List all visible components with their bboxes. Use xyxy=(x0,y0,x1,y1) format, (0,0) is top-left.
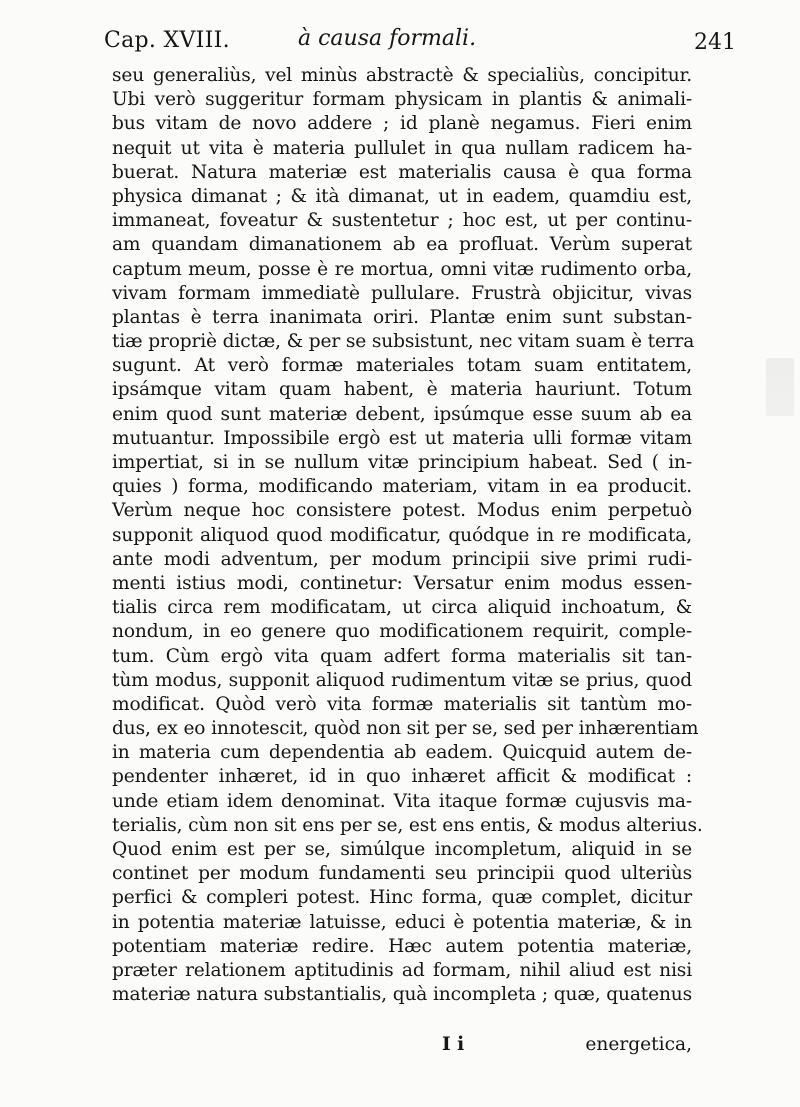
text-line: perfici & compleri potest. Hinc forma, quæ complet, dicitur xyxy=(112,887,692,909)
text-line: supponit aliquod quod modificatur, quódque in re modificata, xyxy=(112,524,692,546)
text-line: ante modi adventum, per modum principii sive primi rudi- xyxy=(112,548,692,570)
running-head xyxy=(104,24,734,58)
text-line: nondum, in eo genere quo modificationem requirit, comple- xyxy=(112,621,692,643)
text-line: sugunt. At verò formæ materiales totam suam entitatem, xyxy=(112,355,692,377)
text-line: præter relationem aptitudinis ad formam, nihil aliud est nisi xyxy=(112,959,692,981)
signature-mark: I i xyxy=(442,1034,465,1055)
text-line: pendenter inhæret, id in quo inhæret afficit & modificat : xyxy=(112,766,692,788)
text-line: materiæ natura substantialis, quà incompleta ; quæ, quatenus xyxy=(112,984,692,1006)
chapter-label: Cap. XVIII. xyxy=(104,28,230,53)
text-line: Ubi verò suggeritur formam physicam in plantis & animali- xyxy=(112,89,692,111)
text-line: unde etiam idem denominat. Vita itaque formæ cujusvis ma- xyxy=(112,790,692,812)
page-number: 241 xyxy=(694,30,736,55)
text-line: potentiam materiæ redire. Hæc autem potentia materiæ, xyxy=(112,935,692,957)
text-line: bus vitam de novo addere ; id planè negamus. Fieri enim xyxy=(112,113,692,135)
text-line: impertiat, si in se nullum vitæ principium habeat. Sed ( in- xyxy=(112,452,692,473)
text-line: plantas è terra inanimata oriri. Plantæ enim sunt substan- xyxy=(112,306,692,328)
text-line: captum meum, posse è re mortua, omni vitæ rudimento orba, xyxy=(112,258,692,280)
text-line: buerat. Natura materiæ est materialis causa è qua forma xyxy=(112,161,692,183)
text-line: menti istius modi, continetur: Versatur enim modus essen- xyxy=(112,572,692,594)
ink-bleed-mark xyxy=(766,358,794,416)
text-line: enim quod sunt materiæ debent, ipsúmque esse suum ab ea xyxy=(112,403,692,425)
running-title: à causa formali. xyxy=(298,26,477,51)
text-line: tiæ propriè dictæ, & per se subsistunt, nec vitam suam è terra xyxy=(112,331,695,353)
text-line: am quandam dimanationem ab ea profluat. Verùm superat xyxy=(112,234,692,256)
text-line: tum. Cùm ergò vita quam adfert forma materialis sit tan- xyxy=(112,645,692,667)
body-text xyxy=(112,64,703,1007)
text-line: modificat. Quòd verò vita formæ materialis sit tantùm mo- xyxy=(112,693,692,715)
text-line: immaneat, foveatur & sustentetur ; hoc est, ut per continu- xyxy=(112,210,692,232)
text-line: Quod enim est per se, simúlque incompletum, aliquid in se xyxy=(112,839,692,860)
text-line: tùm modus, supponit aliquod rudimentum vitæ se prius, quod xyxy=(112,669,692,691)
text-line: dus, ex eo innotescit, quòd non sit per se, sed per inhærentiam xyxy=(112,718,699,740)
text-line: in materia cum dependentia ab eadem. Quicquid autem de- xyxy=(112,742,692,764)
text-line: vivam formam immediatè pullulare. Frustrà objicitur, vivas xyxy=(112,282,692,304)
text-line: terialis, cùm non sit ens per se, est ens entis, & modus alterius. xyxy=(112,814,703,836)
text-line: continet per modum fundamenti seu principii quod ulteriùs xyxy=(112,863,692,885)
text-line: seu generaliùs, vel minùs abstractè & specialiùs, concipitur. xyxy=(112,65,692,86)
text-line: nequit ut vita è materia pullulet in qua nullam radicem ha- xyxy=(112,137,692,159)
text-line: quies ) forma, modificando materiam, vitam in ea producit. xyxy=(112,476,692,498)
text-line: physica dimanat ; & ità dimanat, ut in eadem, quamdiu est, xyxy=(112,185,692,207)
text-line: tialis circa rem modificatam, ut circa aliquid inchoatum, & xyxy=(112,597,692,619)
text-line: in potentia materiæ latuisse, educi è potentia materiæ, & in xyxy=(112,911,692,933)
text-line: Verùm neque hoc consistere potest. Modus enim perpetuò xyxy=(112,500,692,522)
page-footer xyxy=(112,1034,692,1060)
text-line: mutuantur. Impossibile ergò est ut materia ulli formæ vitam xyxy=(112,427,692,449)
text-line: ipsámque vitam quam habent, è materia hauriunt. Totum xyxy=(112,379,692,401)
catchword: energetica, xyxy=(585,1034,692,1055)
